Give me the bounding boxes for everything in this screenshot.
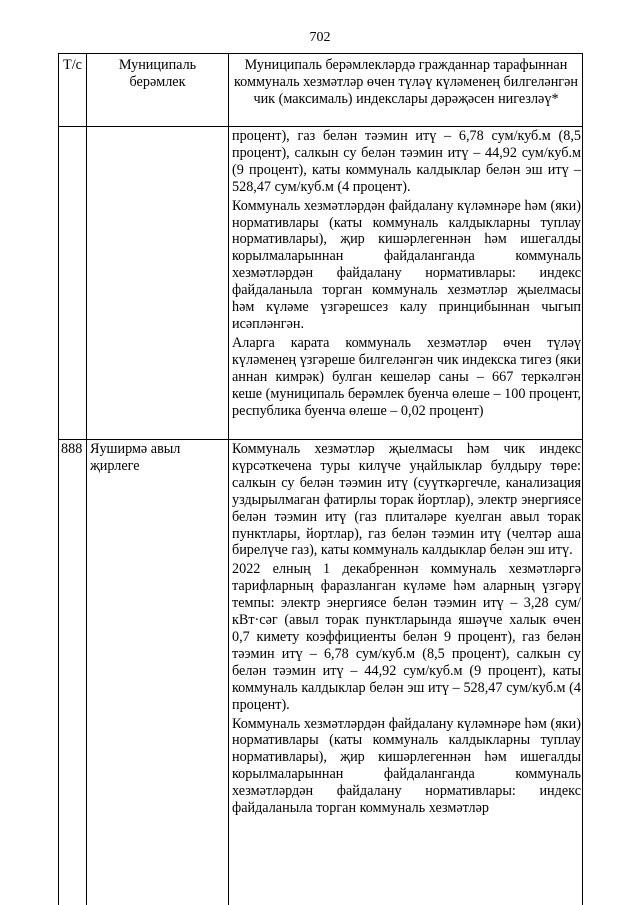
header-municipality: Муниципаль берәмлек [118, 57, 197, 90]
continuation-paragraph: Аларга карата коммуналь хезмәтләр өчен түләү күләменең үзгәреше билгеләнгән чик индекска тигез (яки аннан кимрәк) булган кешеләр саны – 667 теркәлгән кеше (муниципаль берәмлек буенча өлеше – 100 процент, республика буенча өлеше – 0,02 процент) [232, 334, 581, 419]
continuation-paragraph: процент), газ белән тәэмин итү – 6,78 сум/куб.м (8,5 процент), салкын су белән тәэмин итү – 44,92 сум/куб.м (9 процент), каты коммуналь калдыклар белән эш итү – 528,47 сум/куб.м (4 процент). [232, 128, 581, 195]
column-divider [86, 54, 87, 905]
continuation-paragraph: Коммуналь хезмәтләрдән файдалану күләмнәре һәм (яки) нормативлары (каты коммуналь калдыкларны туплау нормативлары), җир кишәрлегеннән һәм ишегалды корылмаларыннан файдаланганда коммуналь хезмәтләрдән файдалану нормативлары: индекс файдаланыла торган коммуналь хезмәтләр җыелмасы һәм күләме үзгәрешсез калу принцибыннан чыгып исәпләнгән. [232, 197, 581, 332]
header-justification: Муниципаль берәмлекләрдә гражданнар тарафыннан коммуналь хезмәтләр өчен түләү күләменең билгеләнгән чик (максималь) индекслары дәрәҗәсен нигезләү* [233, 57, 579, 107]
header-number: Т/с [63, 57, 82, 73]
row-justification [232, 441, 581, 817]
row-number: 888 [61, 441, 83, 457]
row-paragraph: 2022 елның 1 декабреннән коммуналь хезмәтләргә тарифларның фаразланган күләме һәм аларның үзгәрү темпы: электр энергиясе белән тәэмин итү – 3,28 сум/кВт·сәг (авыл торак пунктларында яшәүче халык өчен 0,7 кимету коэффициенты белән 9 процент), газ белән тәэмин итү – 6,78 сум/куб.м (8,5 процент), салкын су белән тәэмин итү – 44,92 сум/куб.м (9 процент), каты коммуналь калдыклар белән эш итү – 528,47 сум/куб.м (4 процент). [232, 561, 581, 713]
page-number: 702 [309, 30, 331, 45]
row-divider [59, 439, 582, 440]
utility-index-table [58, 53, 583, 905]
row-municipality: Яуширмә авыл җирлеге [90, 441, 181, 474]
row-paragraph: Коммуналь хезмәтләрдән файдалану күләмнәре һәм (яки) нормативлары (каты коммуналь калдыкларны туплау нормативлары), җир кишәрлегеннән һәм ишегалды корылмаларыннан файдаланганда коммуналь хезмәтләрдән файдалану нормативлары: индекс файдаланыла торган коммуналь хезмәтләр [232, 715, 581, 817]
row-paragraph: Коммуналь хезмәтләр җыелмасы һәм чик индекс күрсәткечена туры килүче уңайлыклар булдыру төре: салкын су белән тәэмин итү (суүткәргечле, канализация уздырылмаган фатирлы торак йортлар), электр энергиясе белән тәэмин итү (газ плиталәре куелган авыл торак пунктлары, йортлар), газ белән тәэмин итү (челтәр аша бирелүче газ), каты коммуналь калдыклар белән эш итү. [232, 441, 581, 559]
continuation-cell [232, 128, 581, 419]
header-divider [59, 126, 582, 127]
column-divider [228, 54, 229, 905]
